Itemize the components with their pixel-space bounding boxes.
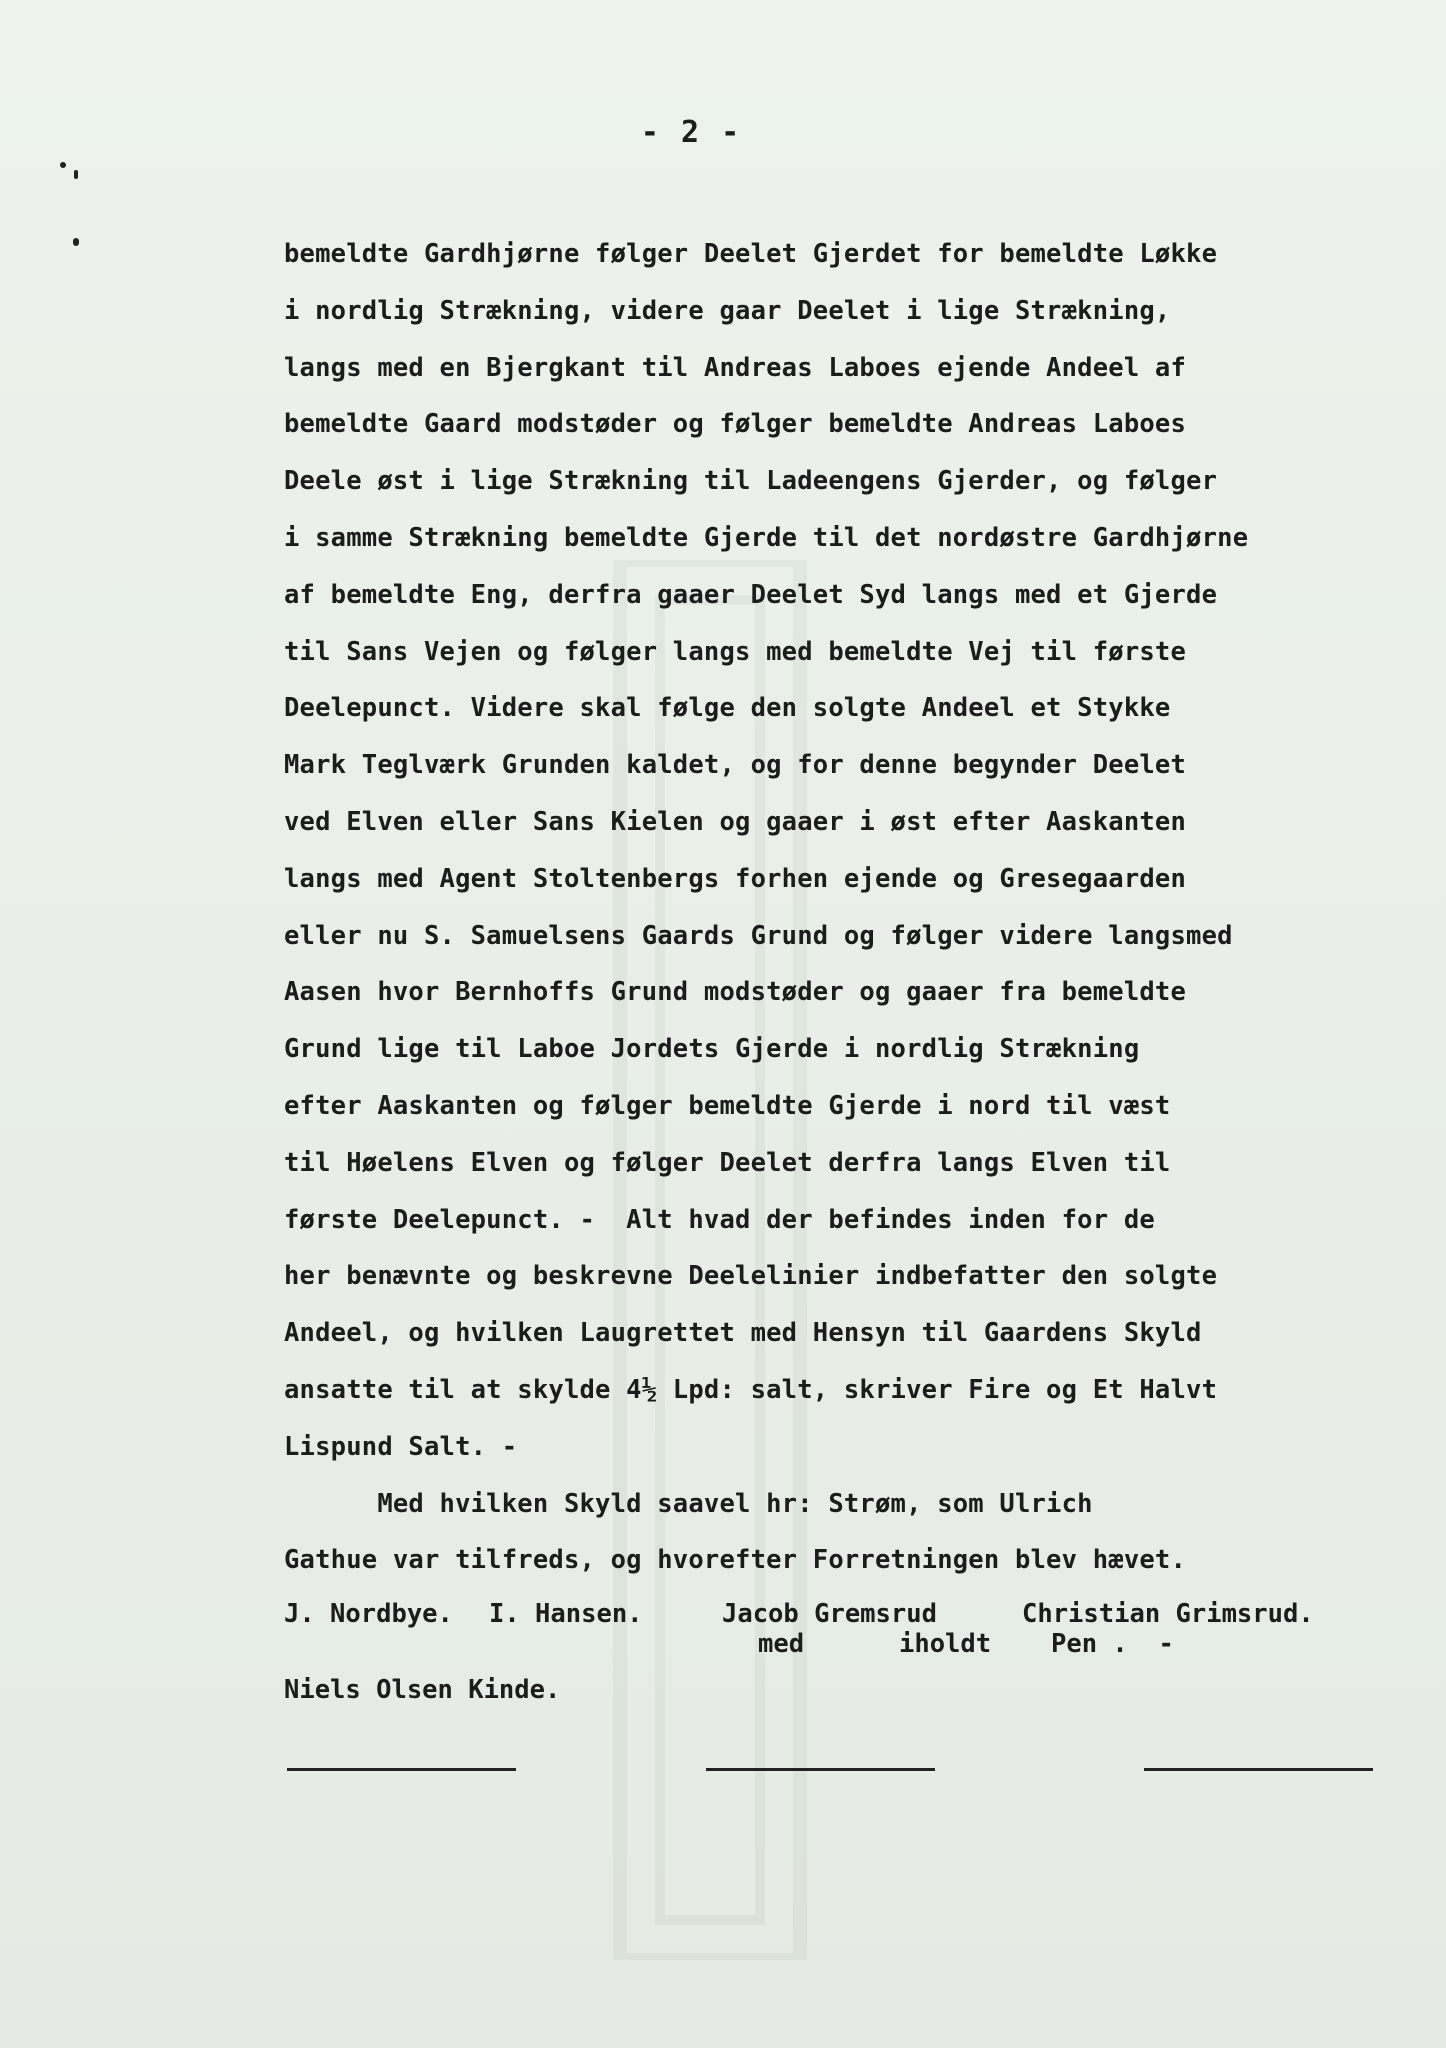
text-line: Deelepunct. Videre skal følge den solgte Andeel et Stykke <box>284 693 1171 724</box>
signature-gremsrud: Jacob Gremsrud <box>722 1599 937 1629</box>
text-line: Grund lige til Laboe Jordets Gjerde i nordlig Strækning <box>284 1034 1140 1065</box>
text-line: bemeldte Gaard modstøder og følger bemeldte Andreas Laboes <box>284 409 1187 440</box>
text-line: første Deelepunct. - Alt hvad der befindes inden for de <box>284 1204 1155 1235</box>
text-line: i nordlig Strækning, videre gaar Deelet i lige Strækning, <box>284 295 1171 326</box>
text-line: Deele øst i lige Strækning til Ladeengens Gjerder, og følger <box>284 466 1218 497</box>
margin-mark <box>74 170 78 179</box>
signature-hansen: I. Hansen. <box>489 1599 643 1629</box>
text-line: langs med en Bjergkant til Andreas Laboes ejende Andeel af <box>284 352 1187 383</box>
text-line: eller nu S. Samuelsens Gaards Grund og følger videre langsmed <box>284 920 1233 951</box>
text-line: Andeel, og hvilken Laugrettet med Hensyn til Gaardens Skyld <box>284 1318 1202 1349</box>
text-line: Med hvilken Skyld saavel hr: Strøm, som Ulrich <box>284 1488 1093 1519</box>
text-line: af bemeldte Eng, derfra gaaer Deelet Syd langs med et Gjerde <box>284 579 1218 610</box>
text-line: ansatte til at skylde 4½ Lpd: salt, skriver Fire og Et Halvt <box>284 1374 1218 1405</box>
signature-row <box>284 1596 1394 1659</box>
signature-block <box>284 1596 1394 1659</box>
text-line: langs med Agent Stoltenbergs forhen ejende og Gresegaarden <box>284 863 1187 894</box>
text-line: efter Aaskanten og følger bemeldte Gjerde i nord til væst <box>284 1090 1171 1121</box>
margin-mark <box>60 162 66 168</box>
text-line: ved Elven eller Sans Kielen og gaaer i øst efter Aaskanten <box>284 806 1187 837</box>
note-pen: Pen . - <box>1051 1629 1174 1659</box>
signature-line <box>706 1768 935 1771</box>
text-line: her benævnte og beskrevne Deelelinier indbefatter den solgte <box>284 1261 1218 1292</box>
text-line: Lispund Salt. - <box>284 1431 518 1462</box>
text-line: til Sans Vejen og følger langs med bemeldte Vej til første <box>284 636 1187 667</box>
signature-kinde: Niels Olsen Kinde. <box>284 1675 561 1705</box>
signature-grimsrud: Christian Grimsrud. <box>1022 1599 1314 1629</box>
document-body <box>284 226 1394 1589</box>
signature-line <box>287 1768 516 1771</box>
page-number: - 2 - <box>640 115 742 150</box>
text-line: i samme Strækning bemeldte Gjerde til det nordøstre Gardhjørne <box>284 522 1249 553</box>
text-line: Aasen hvor Bernhoffs Grund modstøder og gaaer fra bemeldte <box>284 977 1187 1008</box>
text-line: Mark Teglværk Grunden kaldet, og for denne begynder Deelet <box>284 750 1187 781</box>
note-med: med <box>758 1629 805 1659</box>
signature-nordbye: J. Nordbye. <box>284 1599 453 1629</box>
signature-line <box>1144 1768 1373 1771</box>
text-line: bemeldte Gardhjørne følger Deelet Gjerdet for bemeldte Løkke <box>284 239 1218 269</box>
text-line: Gathue var tilfreds, og hvorefter Forretningen blev hævet. <box>284 1545 1187 1576</box>
text-line: til Høelens Elven og følger Deelet derfra langs Elven til <box>284 1147 1171 1178</box>
note-iholdt: iholdt <box>899 1629 992 1659</box>
margin-mark <box>73 238 79 246</box>
